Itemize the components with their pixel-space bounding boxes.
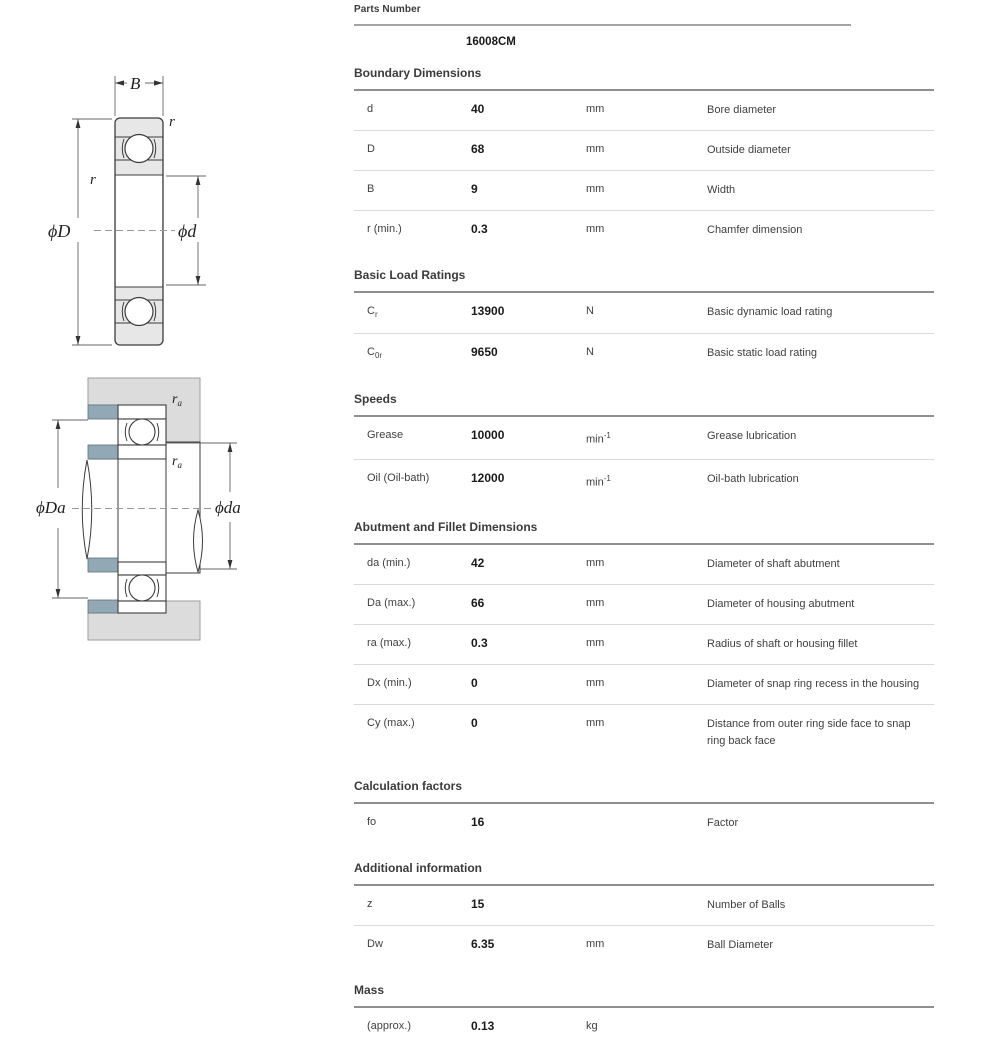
section-title: Basic Load Ratings <box>354 268 466 282</box>
mounted-bearing-diagram <box>30 370 320 680</box>
arrow-down-icon <box>76 336 81 345</box>
row-value: 66 <box>471 595 485 610</box>
table-row <box>354 624 934 664</box>
table-row <box>354 584 934 624</box>
row-description: Bore diameter <box>707 104 777 116</box>
parts-number-label: Parts Number <box>354 4 421 15</box>
row-unit: mm <box>586 636 605 649</box>
table-row <box>354 704 934 761</box>
row-attr: Dx (min.) <box>367 676 412 689</box>
row-attr: ra (max.) <box>367 636 411 649</box>
spec-table <box>354 291 934 374</box>
row-value: 0.3 <box>471 635 488 650</box>
row-attr: Cy (max.) <box>367 716 415 729</box>
row-description: Basic static load rating <box>707 347 818 360</box>
arrow-left-icon <box>115 80 124 85</box>
row-unit: mm <box>586 103 605 115</box>
spec-sections <box>354 66 934 1045</box>
row-attr: (approx.) <box>367 1019 412 1032</box>
row-description: Distance from outer ring side face to snap ring back face <box>707 717 911 747</box>
row-unit: mm <box>586 596 605 609</box>
row-value: 12000 <box>471 471 505 486</box>
ball-top <box>125 135 153 163</box>
row-attr: da (min.) <box>367 556 411 569</box>
spec-section <box>354 779 934 843</box>
row-attr: fo <box>367 815 377 828</box>
row-value: 40 <box>471 102 485 116</box>
section-title: Speeds <box>354 392 397 407</box>
fillet-radius-label-middle: $r_a$ <box>172 454 182 470</box>
table-row <box>354 804 934 843</box>
row-description: Diameter of snap ring recess in the housing <box>707 677 920 690</box>
row-description: Basic dynamic load rating <box>707 306 833 318</box>
table-row <box>354 170 934 210</box>
row-value: 13900 <box>471 304 505 318</box>
table-row <box>354 545 934 584</box>
table-row <box>354 664 934 704</box>
spec-section <box>354 861 934 965</box>
row-unit: mm <box>586 556 605 569</box>
row-attr: D <box>367 143 375 155</box>
divider <box>354 24 851 26</box>
spec-section <box>354 520 934 761</box>
shaft-abutment-diameter-label: ϕda <box>215 498 241 517</box>
row-description: Diameter of shaft abutment <box>707 557 840 570</box>
table-row <box>354 293 934 333</box>
spec-section <box>354 983 934 1045</box>
row-attr: $C_{0r}$ <box>367 346 383 361</box>
table-row <box>354 417 934 459</box>
table-row <box>354 210 934 250</box>
chamfer-label-top: r <box>169 114 175 130</box>
row-unit: mm <box>586 676 605 689</box>
row-unit: N <box>586 305 594 317</box>
table-row <box>354 1008 934 1045</box>
row-description: Outside diameter <box>707 144 791 156</box>
housing-abutment-diameter-label: ϕDa <box>36 498 66 517</box>
row-attr: Dw <box>367 937 383 950</box>
row-value: 6.35 <box>471 936 495 951</box>
spec-panel <box>354 0 934 1045</box>
table-row <box>354 886 934 925</box>
row-attr: r (min.) <box>367 223 402 235</box>
row-description: Diameter of housing abutment <box>707 597 855 610</box>
table-row <box>354 333 934 374</box>
row-description: Width <box>707 184 736 196</box>
row-description: Radius of shaft or housing fillet <box>707 637 858 650</box>
row-attr: Da (max.) <box>367 596 416 609</box>
table-row <box>354 130 934 170</box>
phiD-dimension-lines <box>72 119 112 345</box>
row-unit: mm <box>586 716 605 729</box>
row-unit: $\min^{-1}$ <box>586 431 611 447</box>
row-description: Ball Diameter <box>707 938 774 951</box>
row-value: 68 <box>471 142 485 156</box>
arrow-down-icon <box>228 560 233 569</box>
chamfer-label-left: r <box>90 172 96 188</box>
row-unit: mm <box>586 223 605 235</box>
spec-section <box>354 392 934 501</box>
row-value: 9650 <box>471 345 498 360</box>
spec-table <box>354 415 934 501</box>
fillet-radius-label-top: $r_a$ <box>172 392 182 408</box>
spec-table <box>354 1006 934 1045</box>
row-value: 0.13 <box>471 1018 495 1033</box>
row-value: 10000 <box>471 428 505 443</box>
row-attr: $C_r$ <box>367 305 378 320</box>
arrow-up-icon <box>196 176 201 185</box>
row-unit: mm <box>586 143 605 155</box>
section-title: Calculation factors <box>354 778 463 793</box>
section-title: Additional information <box>354 860 482 875</box>
row-value: 9 <box>471 182 478 196</box>
row-unit: N <box>586 346 594 359</box>
spec-table <box>354 802 934 843</box>
row-description: Grease lubrication <box>707 430 797 443</box>
arrow-up-icon <box>56 420 61 429</box>
row-unit: mm <box>586 937 605 950</box>
arrow-down-icon <box>196 276 201 285</box>
arrow-up-icon <box>76 119 81 128</box>
row-description: Oil-bath lubrication <box>707 473 799 486</box>
spec-section <box>354 66 934 250</box>
row-attr: Grease <box>367 429 404 442</box>
arrow-down-icon <box>56 589 61 598</box>
row-unit: mm <box>586 183 605 195</box>
row-attr: z <box>367 897 373 910</box>
shaft-seat <box>118 459 166 562</box>
section-title: Mass <box>354 982 385 997</box>
row-value: 0 <box>471 715 478 730</box>
section-title: Boundary Dimensions <box>354 66 482 80</box>
spec-table <box>354 884 934 965</box>
row-value: 42 <box>471 555 485 570</box>
row-attr: B <box>367 183 375 195</box>
width-label: B <box>130 74 141 93</box>
row-unit: kg <box>586 1019 598 1032</box>
part-number-value: 16008CM <box>466 36 516 48</box>
table-row <box>354 459 934 502</box>
bearing-cross-section-diagram <box>40 60 260 360</box>
row-description: Factor <box>707 816 739 829</box>
arrow-right-icon <box>154 80 163 85</box>
spec-table <box>354 543 934 761</box>
row-value: 0.3 <box>471 222 488 236</box>
row-description: Chamfer dimension <box>707 224 803 236</box>
row-unit: $\min^{-1}$ <box>586 474 611 489</box>
spec-table <box>354 89 934 250</box>
table-row <box>354 91 934 130</box>
row-value: 16 <box>471 814 485 829</box>
outside-diameter-label: ϕD <box>48 221 71 241</box>
bore-diameter-label: ϕd <box>178 221 197 241</box>
ball-bottom <box>125 298 153 326</box>
arrow-up-icon <box>228 443 233 452</box>
section-title: Abutment and Fillet Dimensions <box>354 519 538 534</box>
table-row <box>354 925 934 965</box>
row-attr: Oil (Oil-bath) <box>367 472 430 485</box>
spec-section <box>354 268 934 374</box>
row-description: Number of Balls <box>707 898 786 911</box>
row-value: 0 <box>471 675 478 690</box>
row-attr: d <box>367 103 374 115</box>
row-value: 15 <box>471 896 485 911</box>
